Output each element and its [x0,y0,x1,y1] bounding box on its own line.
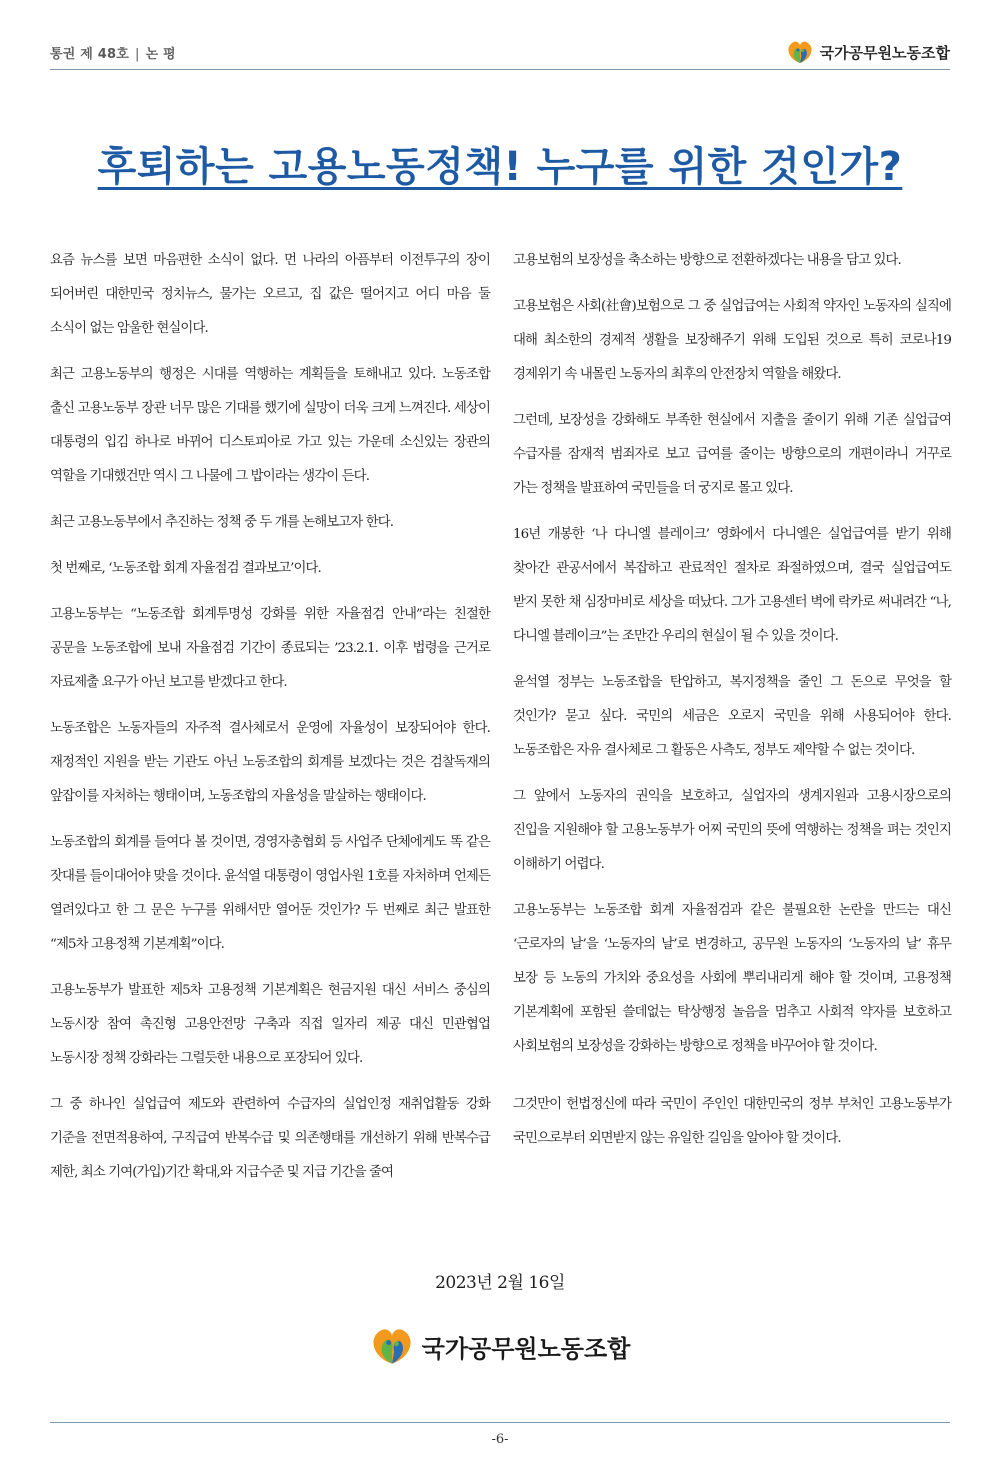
paragraph: 최근 고용노동부에서 추진하는 정책 중 두 개를 논해보고자 한다. [50,515,394,530]
footer-org [0,1325,1000,1367]
page-number: -6- [491,1432,509,1447]
union-logo-icon [786,39,814,65]
issue-number: 통권 제 48호 [50,46,129,62]
header-org [786,39,950,65]
paragraph: 고용노동부는 “노동조합 회계투명성 강화를 위한 자율점검 안내”라는 친절한 공문을 노동조합에 보내 자율점검 기간이 종료되는 ’23.2.1. 이후 법령을 근거로 자료제출 요구가 아닌 보고를 받겠다고 한다. [50,607,490,690]
issue-label [50,43,176,62]
header-org-name: 국가공무원노동조합 [819,43,950,62]
paragraph: 그런데, 보장성을 강화해도 부족한 현실에서 지출을 줄이기 위해 기존 실업급여 수급자를 잠재적 범죄자로 보고 급여를 줄이는 방향으로의 개편이라니 거꾸로 가는 정책을 발표하여 국민들을 더 궁지로 몰고 있다. [513,413,951,496]
paragraph: 16년 개봉한 ‘나 다니엘 블레이크’ 영화에서 다니엘은 실업급여를 받기 위해 찾아간 관공서에서 복잡하고 관료적인 절차로 좌절하였으며, 결국 실업급여도 받지 못한 채 심장마비로 세상을 떠났다. 그가 고용센터 벽에 락카로 써내려간 “나, 다니엘 블레이크”는 조만간 우리의 현실이 될 수 있을 것이다. [513,527,951,644]
footer-org-name: 국가공무원노동조합 [421,1334,631,1363]
paragraph: 요즘 뉴스를 보면 마음편한 소식이 없다. 먼 나라의 아픔부터 이전투구의 장이 되어버린 대한민국 정치뉴스, 물가는 오르고, 집 값은 떨어지고 어디 마음 둘 소식이 없는 암울한 현실이다. [50,253,490,336]
left-column [50,244,490,1202]
paragraph: 노동조합은 노동자들의 자주적 결사체로서 운영에 자율성이 보장되어야 한다. 재정적인 지원을 받는 기관도 아닌 노동조합의 회계를 보겠다는 것은 검찰독재의 앞잡이를 자처하는 행태이며, 노동조합의 자율성을 말살하는 행태이다. [50,721,490,804]
publication-date: 2023년 2월 16일 [435,1273,565,1293]
paragraph: 첫 번째로, ‘노동조합 회계 자율점검 결과보고’이다. [50,561,321,576]
paragraph: 고용보험의 보장성을 축소하는 방향으로 전환하겠다는 내용을 담고 있다. [513,253,901,268]
header-separator: | [134,46,140,62]
footer-divider [50,1422,950,1423]
paragraph: 그 중 하나인 실업급여 제도와 관련하여 수급자의 실업인정 재취업활동 강화 기준을 전면적용하여, 구직급여 반복수급 및 의존행태를 개선하기 위해 반복수급 제한, 최소 기여(가입)기간 확대,와 지급수준 및 지급 기간을 줄여 [50,1097,490,1180]
header-divider [50,69,950,70]
paragraph: 노동조합의 회계를 들여다 볼 것이면, 경영자총협회 등 사업주 단체에게도 똑 같은 잣대를 들이대어야 맞을 것이다. 윤석열 대통령이 영업사원 1호를 자처하며 언제든 열려있다고 한 그 문은 누구를 위해서만 열어둔 것인가? 두 번째로 최근 발표한 “제5차 고용정책 기본계획”이다. [50,835,490,952]
paragraph: 고용보험은 사회(社會)보험으로 그 중 실업급여는 사회적 약자인 노동자의 실직에 대해 최소한의 경제적 생활을 보장해주기 위해 도입된 것으로 특히 코로나19 경제위기 속 내몰린 노동자의 최후의 안전장치 역할을 해왔다. [513,299,951,382]
union-logo-icon [370,1325,414,1367]
paragraph: 윤석열 정부는 노동조합을 탄압하고, 복지정책을 줄인 그 돈으로 무엇을 할 것인가? 묻고 싶다. 국민의 세금은 오로지 국민을 위해 사용되어야 한다. 노동조합은 자유 결사체로 그 활동은 사측도, 정부도 제약할 수 없는 것이다. [513,675,951,758]
page-header [50,38,950,66]
right-column [513,244,951,1168]
paragraph: 그것만이 헌법정신에 따라 국민이 주인인 대한민국의 정부 부처인 고용노동부가 국민으로부터 외면받지 않는 유일한 길임을 알아야 할 것이다. [513,1097,951,1146]
paragraph: 고용노동부가 발표한 제5차 고용정책 기본계획은 현금지원 대신 서비스 중심의 노동시장 참여 촉진형 고용안전망 구축과 직접 일자리 제공 대신 민관협업 노동시장 정책 강화라는 그럴듯한 내용으로 포장되어 있다. [50,983,490,1066]
paragraph: 고용노동부는 노동조합 회계 자율점검과 같은 불필요한 논란을 만드는 대신 ‘근로자의 날’을 ‘노동자의 날’로 변경하고, 공무원 노동자의 ‘노동자의 날’ 휴무 보장 등 노동의 가치와 중요성을 사회에 뿌리내리게 해야 할 것이며, 고용정책 기본계획에 포함된 쓸데없는 탁상행정 놀음을 멈추고 사회적 약자를 보호하고 사회보험의 보장성을 강화하는 방향으로 정책을 바꾸어야 할 것이다. [513,903,951,1054]
paragraph: 그 앞에서 노동자의 권익을 보호하고, 실업자의 생계지원과 고용시장으로의 진입을 지원해야 할 고용노동부가 어찌 국민의 뜻에 역행하는 정책을 펴는 것인지 이해하기 어렵다. [513,789,951,872]
paragraph: 최근 고용노동부의 행정은 시대를 역행하는 계획들을 토해내고 있다. 노동조합 출신 고용노동부 장관 너무 많은 기대를 했기에 실망이 더욱 크게 느껴진다. 세상이 대통령의 입김 하나로 바뀌어 디스토피아로 가고 있는 가운데 소신있는 장관의 역할을 기대했건만 역시 그 나물에 그 밥이라는 생각이 든다. [50,367,490,484]
page-title: 후퇴하는 고용노동정책! 누구를 위한 것인가? [97,144,903,190]
section-name: 논 평 [145,46,176,62]
